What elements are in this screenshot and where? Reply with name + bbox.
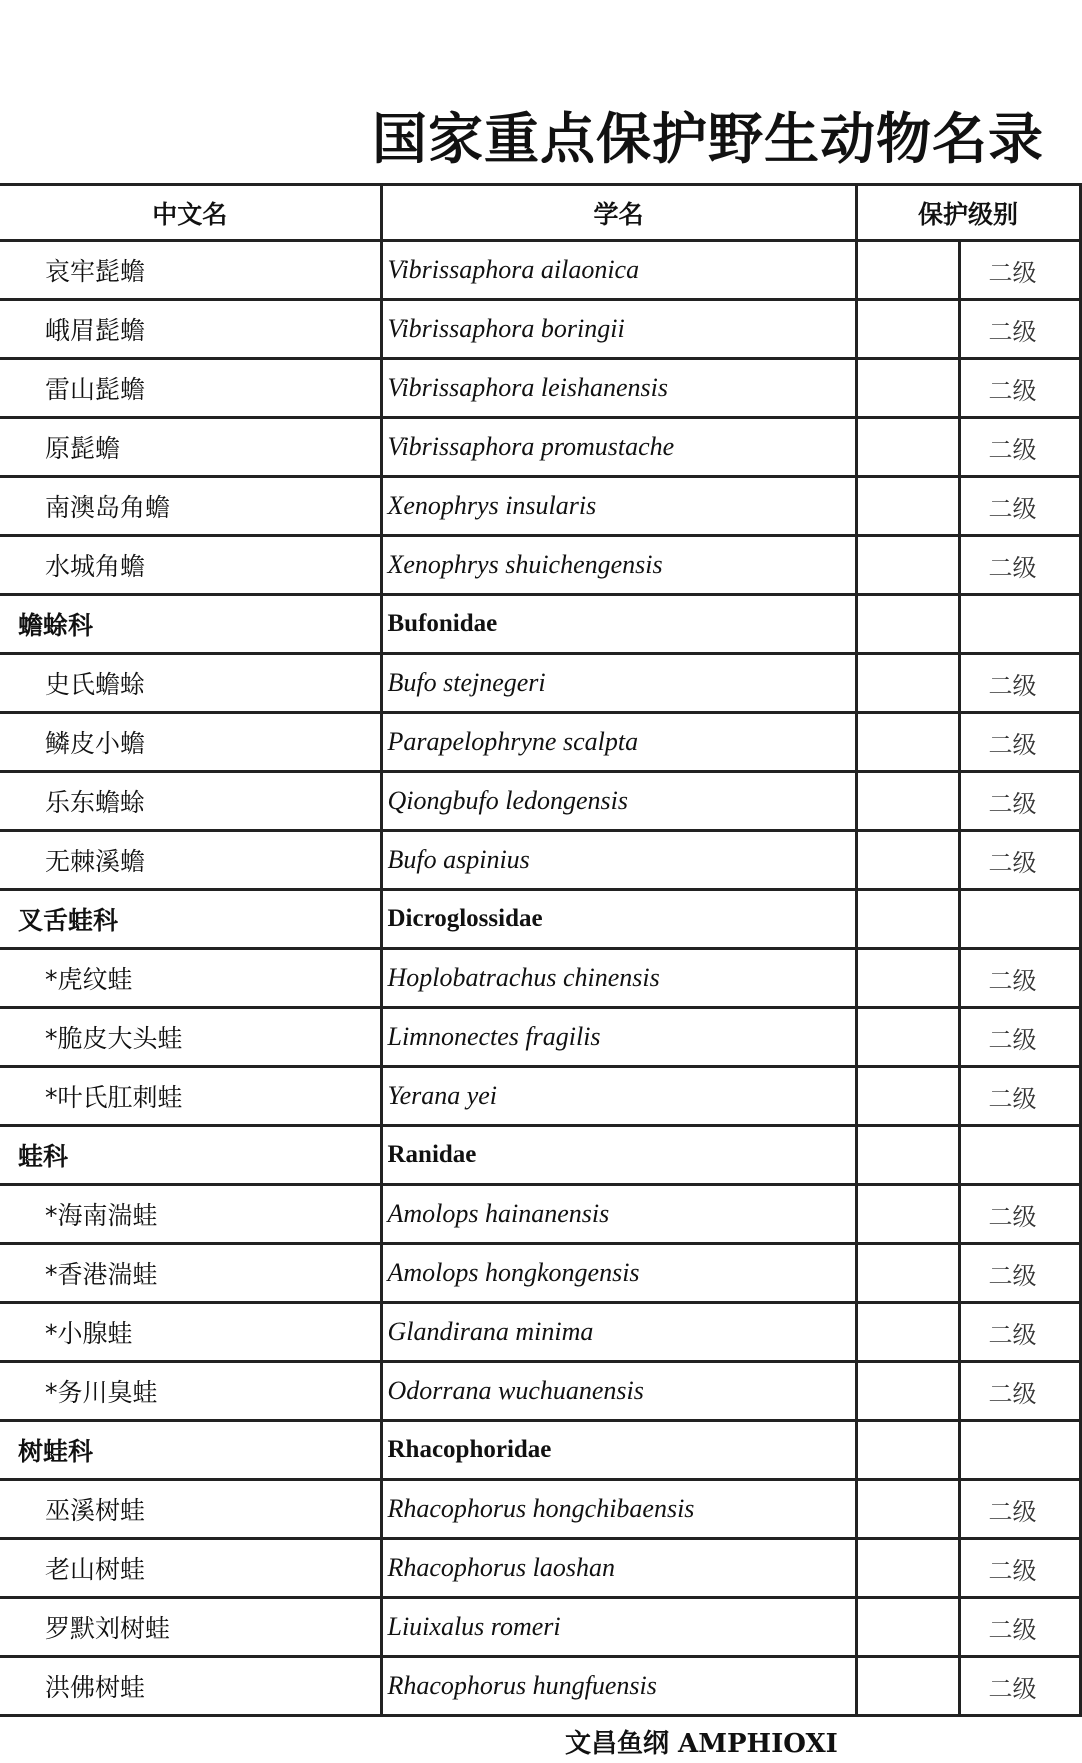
level-two-cell: 二级 <box>959 1480 1080 1539</box>
level-one-cell <box>856 1480 959 1539</box>
table-row <box>0 359 1080 418</box>
level-two-cell: 二级 <box>959 654 1080 713</box>
table-row <box>0 713 1080 772</box>
level-one-cell <box>856 477 959 536</box>
scientific-name-cell: Parapelophryne scalpta <box>381 713 856 772</box>
chinese-name-cell: 峨眉髭蟾 <box>0 300 381 359</box>
scientific-name-cell: Rhacophorus laoshan <box>381 1539 856 1598</box>
next-section-heading: 文昌鱼纲 AMPHIOXI <box>565 1729 838 1759</box>
level-two-cell: 二级 <box>959 300 1080 359</box>
level-one-cell <box>856 1067 959 1126</box>
level-one-cell <box>856 1303 959 1362</box>
table-row <box>0 241 1080 300</box>
chinese-name-cell: 老山树蛙 <box>0 1539 381 1598</box>
level-one-cell <box>856 1539 959 1598</box>
scientific-name-cell: Vibrissaphora ailaonica <box>381 241 856 300</box>
chinese-name-cell: *海南湍蛙 <box>0 1185 381 1244</box>
species-table-container <box>0 183 1080 1709</box>
table-row <box>0 1008 1080 1067</box>
level-two-cell: 二级 <box>959 1539 1080 1598</box>
scientific-name-cell: Xenophrys shuichengensis <box>381 536 856 595</box>
chinese-name-cell: *小腺蛙 <box>0 1303 381 1362</box>
scientific-name-cell: Yerana yei <box>381 1067 856 1126</box>
family-row <box>0 1421 1080 1480</box>
level-two-cell <box>959 595 1080 654</box>
chinese-name-cell: *虎纹蛙 <box>0 949 381 1008</box>
level-two-cell: 二级 <box>959 772 1080 831</box>
scientific-name-cell: Limnonectes fragilis <box>381 1008 856 1067</box>
level-two-cell: 二级 <box>959 1067 1080 1126</box>
scientific-name-cell: Liuixalus romeri <box>381 1598 856 1657</box>
table-row <box>0 536 1080 595</box>
chinese-name-cell: 蟾蜍科 <box>0 595 381 654</box>
chinese-name-cell: 水城角蟾 <box>0 536 381 595</box>
level-one-cell <box>856 949 959 1008</box>
family-row <box>0 595 1080 654</box>
header-protection-level: 保护级别 <box>856 185 1080 241</box>
level-one-cell <box>856 654 959 713</box>
level-one-cell <box>856 359 959 418</box>
level-one-cell <box>856 772 959 831</box>
table-row <box>0 772 1080 831</box>
chinese-name-cell: 原髭蟾 <box>0 418 381 477</box>
level-two-cell: 二级 <box>959 359 1080 418</box>
level-one-cell <box>856 595 959 654</box>
level-one-cell <box>856 713 959 772</box>
level-one-cell <box>856 1657 959 1716</box>
scientific-name-cell: Rhacophorus hongchibaensis <box>381 1480 856 1539</box>
scientific-name-cell: Vibrissaphora promustache <box>381 418 856 477</box>
table-body <box>0 241 1080 1716</box>
page-title: 国家重点保护野生动物名录 <box>372 106 1045 171</box>
scientific-name-cell: Xenophrys insularis <box>381 477 856 536</box>
table-row <box>0 1244 1080 1303</box>
chinese-name-cell: 无棘溪蟾 <box>0 831 381 890</box>
level-one-cell <box>856 1598 959 1657</box>
scientific-name-cell: Amolops hongkongensis <box>381 1244 856 1303</box>
table-row <box>0 949 1080 1008</box>
table-header-row <box>0 185 1080 241</box>
level-one-cell <box>856 890 959 949</box>
level-one-cell <box>856 241 959 300</box>
level-two-cell: 二级 <box>959 1657 1080 1716</box>
chinese-name-cell: 鳞皮小蟾 <box>0 713 381 772</box>
table-row <box>0 1362 1080 1421</box>
chinese-name-cell: 巫溪树蛙 <box>0 1480 381 1539</box>
family-row <box>0 890 1080 949</box>
table-row <box>0 477 1080 536</box>
table-row <box>0 1185 1080 1244</box>
header-chinese-name: 中文名 <box>0 185 381 241</box>
level-two-cell: 二级 <box>959 1008 1080 1067</box>
table-row <box>0 1539 1080 1598</box>
scientific-name-cell: Rhacophoridae <box>381 1421 856 1480</box>
scientific-name-cell: Ranidae <box>381 1126 856 1185</box>
chinese-name-cell: 乐东蟾蜍 <box>0 772 381 831</box>
chinese-name-cell: 树蛙科 <box>0 1421 381 1480</box>
table-row <box>0 418 1080 477</box>
scientific-name-cell: Dicroglossidae <box>381 890 856 949</box>
chinese-name-cell: 雷山髭蟾 <box>0 359 381 418</box>
scientific-name-cell: Bufonidae <box>381 595 856 654</box>
table-row <box>0 1598 1080 1657</box>
level-one-cell <box>856 1008 959 1067</box>
table-row <box>0 831 1080 890</box>
level-two-cell <box>959 1421 1080 1480</box>
table-row <box>0 1657 1080 1716</box>
scientific-name-cell: Bufo stejnegeri <box>381 654 856 713</box>
level-two-cell: 二级 <box>959 477 1080 536</box>
level-one-cell <box>856 418 959 477</box>
table-row <box>0 654 1080 713</box>
table-row <box>0 300 1080 359</box>
level-two-cell: 二级 <box>959 713 1080 772</box>
level-two-cell: 二级 <box>959 241 1080 300</box>
table-row <box>0 1480 1080 1539</box>
chinese-name-cell: 南澳岛角蟾 <box>0 477 381 536</box>
level-one-cell <box>856 1126 959 1185</box>
table-row <box>0 1303 1080 1362</box>
chinese-name-cell: 罗默刘树蛙 <box>0 1598 381 1657</box>
scientific-name-cell: Glandirana minima <box>381 1303 856 1362</box>
level-two-cell <box>959 890 1080 949</box>
family-row <box>0 1126 1080 1185</box>
scientific-name-cell: Odorrana wuchuanensis <box>381 1362 856 1421</box>
header-scientific-name: 学名 <box>381 185 856 241</box>
scientific-name-cell: Vibrissaphora leishanensis <box>381 359 856 418</box>
chinese-name-cell: 哀牢髭蟾 <box>0 241 381 300</box>
level-two-cell: 二级 <box>959 949 1080 1008</box>
scientific-name-cell: Bufo aspinius <box>381 831 856 890</box>
chinese-name-cell: *务川臭蛙 <box>0 1362 381 1421</box>
scientific-name-cell: Rhacophorus hungfuensis <box>381 1657 856 1716</box>
level-two-cell <box>959 1126 1080 1185</box>
scientific-name-cell: Qiongbufo ledongensis <box>381 772 856 831</box>
level-two-cell: 二级 <box>959 831 1080 890</box>
chinese-name-cell: *香港湍蛙 <box>0 1244 381 1303</box>
level-two-cell: 二级 <box>959 536 1080 595</box>
level-one-cell <box>856 1421 959 1480</box>
chinese-name-cell: *脆皮大头蛙 <box>0 1008 381 1067</box>
chinese-name-cell: 蛙科 <box>0 1126 381 1185</box>
table-row <box>0 1067 1080 1126</box>
chinese-name-cell: 史氏蟾蜍 <box>0 654 381 713</box>
chinese-name-cell: 叉舌蛙科 <box>0 890 381 949</box>
level-two-cell: 二级 <box>959 1244 1080 1303</box>
level-one-cell <box>856 831 959 890</box>
species-table <box>0 183 1082 1717</box>
level-two-cell: 二级 <box>959 1598 1080 1657</box>
scientific-name-cell: Hoplobatrachus chinensis <box>381 949 856 1008</box>
level-one-cell <box>856 1362 959 1421</box>
level-two-cell: 二级 <box>959 1185 1080 1244</box>
scientific-name-cell: Vibrissaphora boringii <box>381 300 856 359</box>
scientific-name-cell: Amolops hainanensis <box>381 1185 856 1244</box>
level-one-cell <box>856 1244 959 1303</box>
chinese-name-cell: 洪佛树蛙 <box>0 1657 381 1716</box>
level-two-cell: 二级 <box>959 1303 1080 1362</box>
level-two-cell: 二级 <box>959 1362 1080 1421</box>
level-two-cell: 二级 <box>959 418 1080 477</box>
level-one-cell <box>856 300 959 359</box>
level-one-cell <box>856 1185 959 1244</box>
chinese-name-cell: *叶氏肛刺蛙 <box>0 1067 381 1126</box>
level-one-cell <box>856 536 959 595</box>
